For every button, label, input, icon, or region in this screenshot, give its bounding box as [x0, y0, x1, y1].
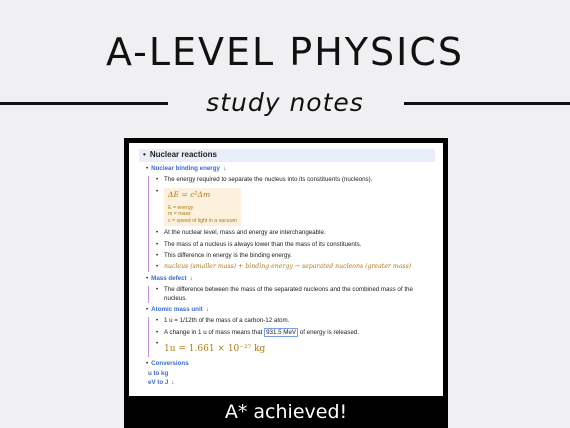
list-item: • The energy required to separate the nucleus into its constituents (nucleons).: [156, 176, 435, 184]
page-subtitle: study notes: [206, 88, 364, 117]
link-u-to-kg[interactable]: u to kg: [148, 370, 169, 378]
list-item: • The mass of a nucleus is always lower than the mass of its constituents.: [156, 241, 435, 249]
toggle-conversions[interactable]: [146, 360, 435, 368]
list-item: [156, 263, 435, 271]
section-title: Nuclear reactions: [149, 150, 217, 159]
link-label: eV to J: [148, 378, 169, 386]
link-ev-to-j[interactable]: [148, 379, 435, 387]
list-item: [156, 340, 435, 357]
divider-right: [404, 102, 570, 105]
highlighted-value: 931.5 MeV: [266, 328, 297, 336]
toggle-label: Conversions: [151, 360, 189, 368]
notes-page: [129, 143, 443, 396]
notes-preview-frame: [124, 138, 448, 428]
bullet-icon: •: [146, 274, 149, 282]
arrow-down-icon: ↓: [205, 305, 209, 313]
toggle-label: Mass defect: [151, 274, 187, 282]
legend-speed: c = speed of light in a vacuum: [168, 217, 237, 224]
amu-block: [148, 317, 435, 357]
item-text: A change in 1 u of mass means that: [164, 328, 263, 336]
list-item: [156, 329, 435, 337]
toggle-label: Nuclear binding energy: [151, 164, 220, 172]
bullet-icon: •: [146, 305, 149, 313]
item-text: of energy is released.: [299, 328, 359, 336]
toggle-binding-energy[interactable]: [146, 165, 435, 173]
bullet-icon: •: [146, 164, 149, 172]
arrow-down-icon: ↓: [171, 378, 175, 386]
section-heading: [139, 149, 435, 162]
legend-mass: m = mass: [168, 211, 191, 218]
arrow-down-icon: ↓: [189, 274, 193, 282]
toggle-label: Atomic mass unit: [151, 305, 203, 313]
list-item: • This difference in energy is the binding energy.: [156, 252, 435, 260]
binding-energy-block: [148, 176, 435, 272]
list-item: • 1 u = 1/12th of the mass of a carbon-12 atom.: [156, 317, 435, 325]
page-title: A-LEVEL PHYSICS: [106, 30, 464, 74]
achievement-banner: A* achieved!: [224, 401, 348, 423]
legend-energy: E = energy: [168, 204, 194, 211]
toggle-atomic-mass-unit[interactable]: [146, 306, 435, 314]
mass-defect-block: [148, 286, 435, 303]
toggle-mass-defect[interactable]: [146, 275, 435, 283]
list-item: • The difference between the mass of the separated nucleons and the combined mass of the nucleus.: [156, 286, 435, 303]
bullet-icon: •: [146, 360, 149, 368]
amu-equation: • 1u = 1.661 × 10⁻²⁷ kg: [164, 343, 266, 354]
binding-equation: nucleus (smaller mass) + binding energy → separated nucleons (greater mass): [164, 263, 412, 271]
arrow-down-icon: ↓: [222, 164, 227, 172]
formula-legend: [168, 205, 237, 225]
list-item: [156, 188, 435, 227]
formula-main: ΔE = c²Δm: [168, 189, 211, 199]
bullet-icon: •: [143, 150, 146, 159]
list-item: • At the nuclear level, mass and energy are interchangeable.: [156, 229, 435, 237]
formula-box: [164, 188, 241, 227]
